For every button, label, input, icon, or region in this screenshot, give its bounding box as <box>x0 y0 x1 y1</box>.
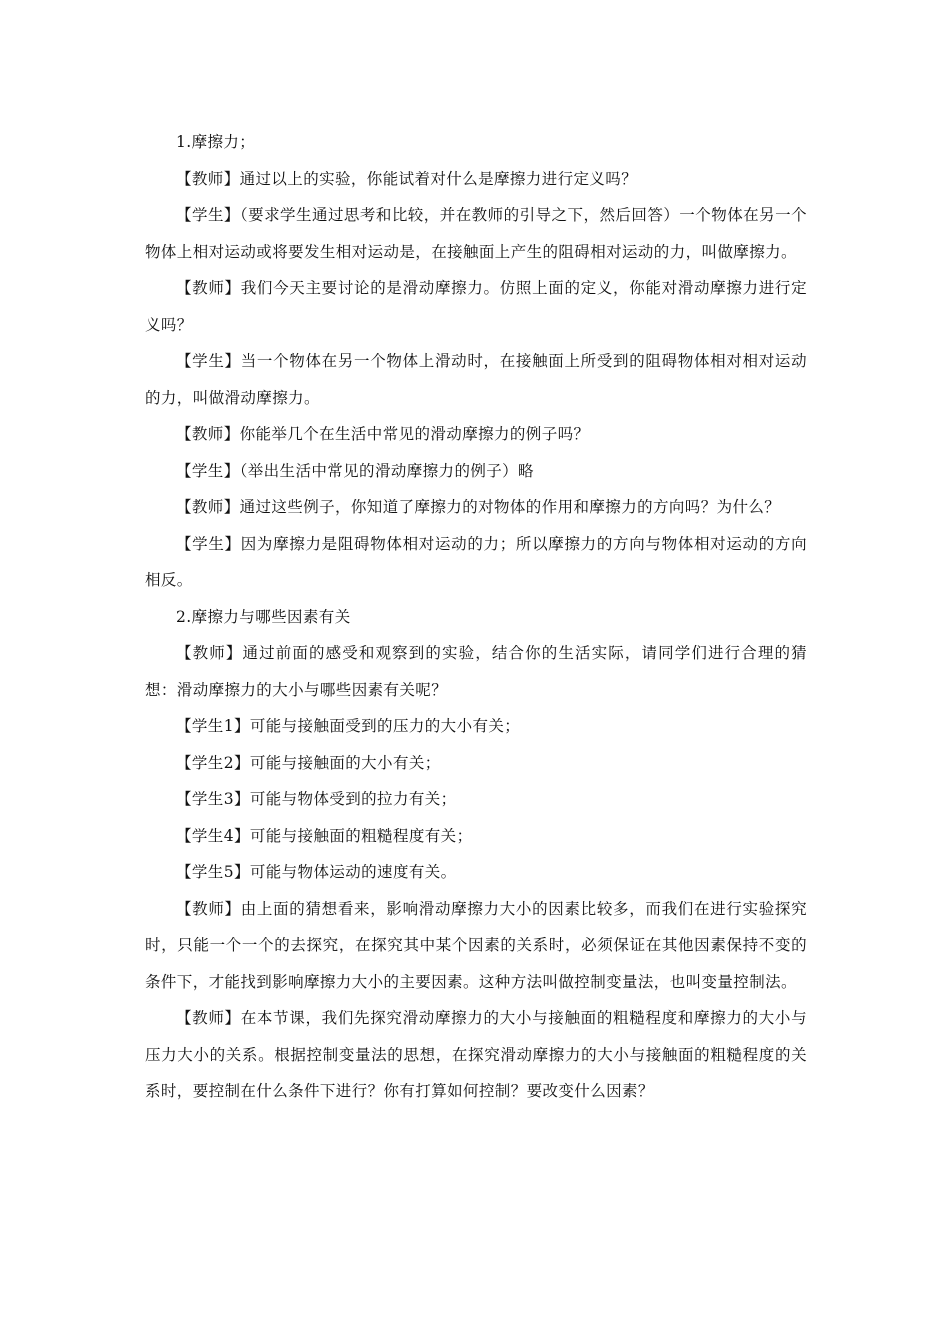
document-body <box>145 124 807 1110</box>
dialogue-paragraph: 【教师】通过前面的感受和观察到的实验，结合你的生活实际，请同学们进行合理的猜想：滑动摩擦力的大小与哪些因素有关呢？ <box>145 644 807 699</box>
dialogue-paragraph: 【教师】由上面的猜想看来，影响滑动摩擦力大小的因素比较多，而我们在进行实验探究时，只能一个一个的去探究，在探究其中某个因素的关系时，必须保证在其他因素保持不变的条件下，才能找到影响摩擦力大小的主要因素。这种方法叫做控制变量法，也叫变量控制法。 <box>145 899 807 991</box>
section-heading-factors: 2.摩擦力与哪些因素有关 <box>176 607 351 626</box>
dialogue-paragraph: 【教师】在本节课，我们先探究滑动摩擦力的大小与接触面的粗糙程度和摩擦力的大小与压力大小的关系。根据控制变量法的思想，在探究滑动摩擦力的大小与接触面的粗糙程度的关系时，要控制在什么条件下进行？你有打算如何控制？要改变什么因素？ <box>145 1009 807 1100</box>
dialogue-paragraph: 【学生】（要求学生通过思考和比较，并在教师的引导之下，然后回答）一个物体在另一个物体上相对运动或将要发生相对运动是，在接触面上产生的阻碍相对运动的力，叫做摩擦力。 <box>145 206 807 261</box>
dialogue-paragraph: 【学生4】可能与接触面的粗糙程度有关； <box>176 826 473 845</box>
dialogue-paragraph: 【教师】通过以上的实验，你能试着对什么是摩擦力进行定义吗？ <box>176 169 638 188</box>
dialogue-paragraph: 【学生2】可能与接触面的大小有关； <box>176 753 441 772</box>
dialogue-paragraph: 【学生3】可能与物体受到的拉力有关； <box>176 790 457 808</box>
dialogue-paragraph: 【教师】你能举几个在生活中常见的滑动摩擦力的例子吗？ <box>176 425 590 443</box>
dialogue-paragraph: 【学生】（举出生活中常见的滑动摩擦力的例子）略 <box>176 461 534 480</box>
section-heading-friction: 1.摩擦力； <box>176 133 256 151</box>
dialogue-paragraph: 【学生】因为摩擦力是阻碍物体相对运动的力；所以摩擦力的方向与物体相对运动的方向相反。 <box>145 534 807 589</box>
dialogue-paragraph: 【教师】我们今天主要讨论的是滑动摩擦力。仿照上面的定义，你能对滑动摩擦力进行定义吗？ <box>145 279 807 334</box>
dialogue-paragraph: 【学生1】可能与接触面受到的压力的大小有关； <box>176 717 521 735</box>
dialogue-paragraph: 【学生】当一个物体在另一个物体上滑动时，在接触面上所受到的阻碍物体相对相对运动的力，叫做滑动摩擦力。 <box>145 352 807 407</box>
dialogue-paragraph: 【学生5】可能与物体运动的速度有关。 <box>176 863 457 881</box>
dialogue-paragraph: 【教师】通过这些例子，你知道了摩擦力的对物体的作用和摩擦力的方向吗？为什么？ <box>176 498 781 516</box>
